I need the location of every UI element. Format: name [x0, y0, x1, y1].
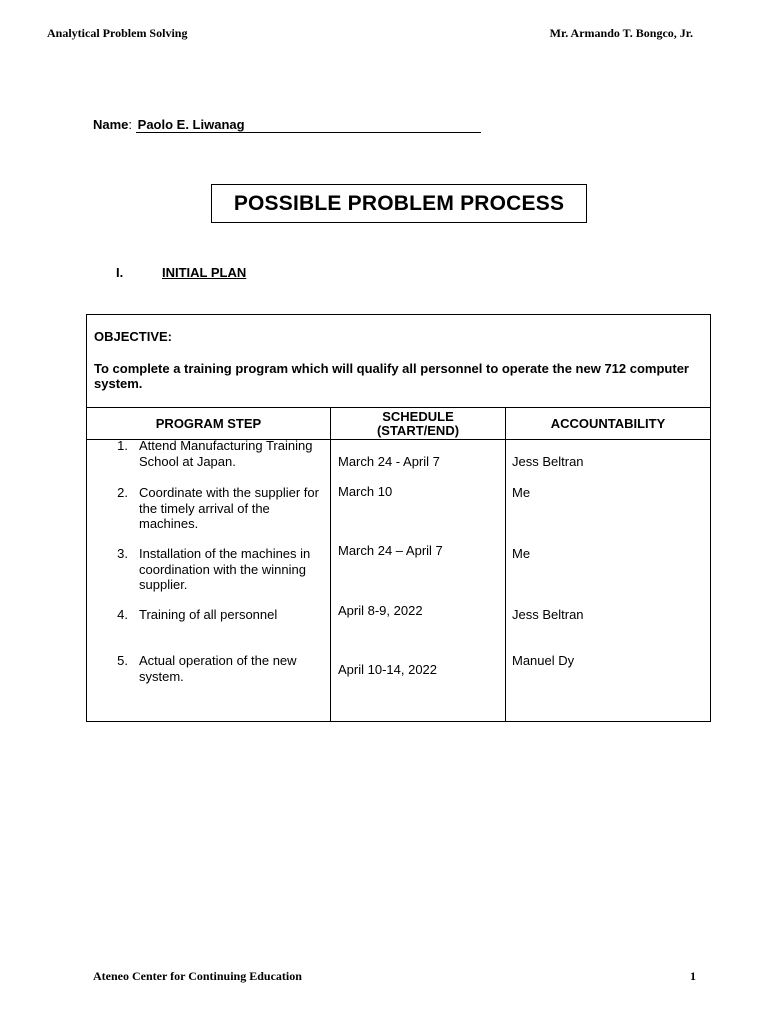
step-schedule: March 24 - April 7 [338, 454, 440, 469]
step-accountability: Manuel Dy [512, 653, 575, 668]
column-header-program-step: PROGRAM STEP [155, 415, 262, 431]
header-instructor-name: Mr. Armando T. Bongco, Jr. [549, 26, 693, 40]
step-accountability: Jess Beltran [512, 454, 584, 469]
step-description: Training of all personnel [139, 607, 278, 622]
page-number: 1 [690, 969, 696, 983]
column-header-schedule: SCHEDULE (START/END) [376, 408, 460, 438]
step-description: Attend Manufacturing Training School at Japan. [139, 438, 313, 469]
column-header-accountability: ACCOUNTABILITY [550, 415, 666, 431]
step-number: 5. [117, 653, 128, 668]
step-accountability: Jess Beltran [512, 607, 584, 622]
column-divider [330, 408, 331, 721]
step-description: Actual operation of the new system. [139, 653, 297, 684]
step-description: Coordinate with the supplier for the timely arrival of the machines. [139, 485, 319, 531]
objective-text: To complete a training program which will qualify all personnel to operate the new 712 computer system. [94, 361, 689, 391]
header-course-title: Analytical Problem Solving [47, 26, 188, 40]
objective-label: OBJECTIVE: [94, 329, 173, 344]
section-number: I. [116, 265, 124, 280]
footer-organization: Ateneo Center for Continuing Education [93, 969, 302, 983]
step-schedule: April 10-14, 2022 [338, 662, 438, 677]
name-value: Paolo E. Liwanag [136, 118, 481, 133]
step-schedule: March 10 [338, 484, 393, 499]
section-title: INITIAL PLAN [162, 265, 247, 280]
name-label: Name [93, 117, 129, 132]
step-accountability: Me [512, 546, 531, 561]
plan-table [86, 314, 711, 722]
section-heading [116, 265, 246, 280]
step-schedule: April 8-9, 2022 [338, 603, 423, 618]
step-description: Installation of the machines in coordination with the winning supplier. [139, 546, 311, 592]
name-field: Name: Paolo E. Liwanag [93, 117, 481, 133]
document-title: POSSIBLE PROBLEM PROCESS [211, 184, 587, 223]
step-schedule: March 24 – April 7 [338, 543, 443, 558]
step-number: 3. [117, 546, 128, 561]
step-number: 2. [117, 485, 128, 500]
objective-box [87, 315, 710, 408]
step-number: 4. [117, 607, 128, 622]
step-number: 1. [117, 438, 128, 453]
column-divider [505, 408, 506, 721]
step-accountability: Me [512, 485, 531, 500]
